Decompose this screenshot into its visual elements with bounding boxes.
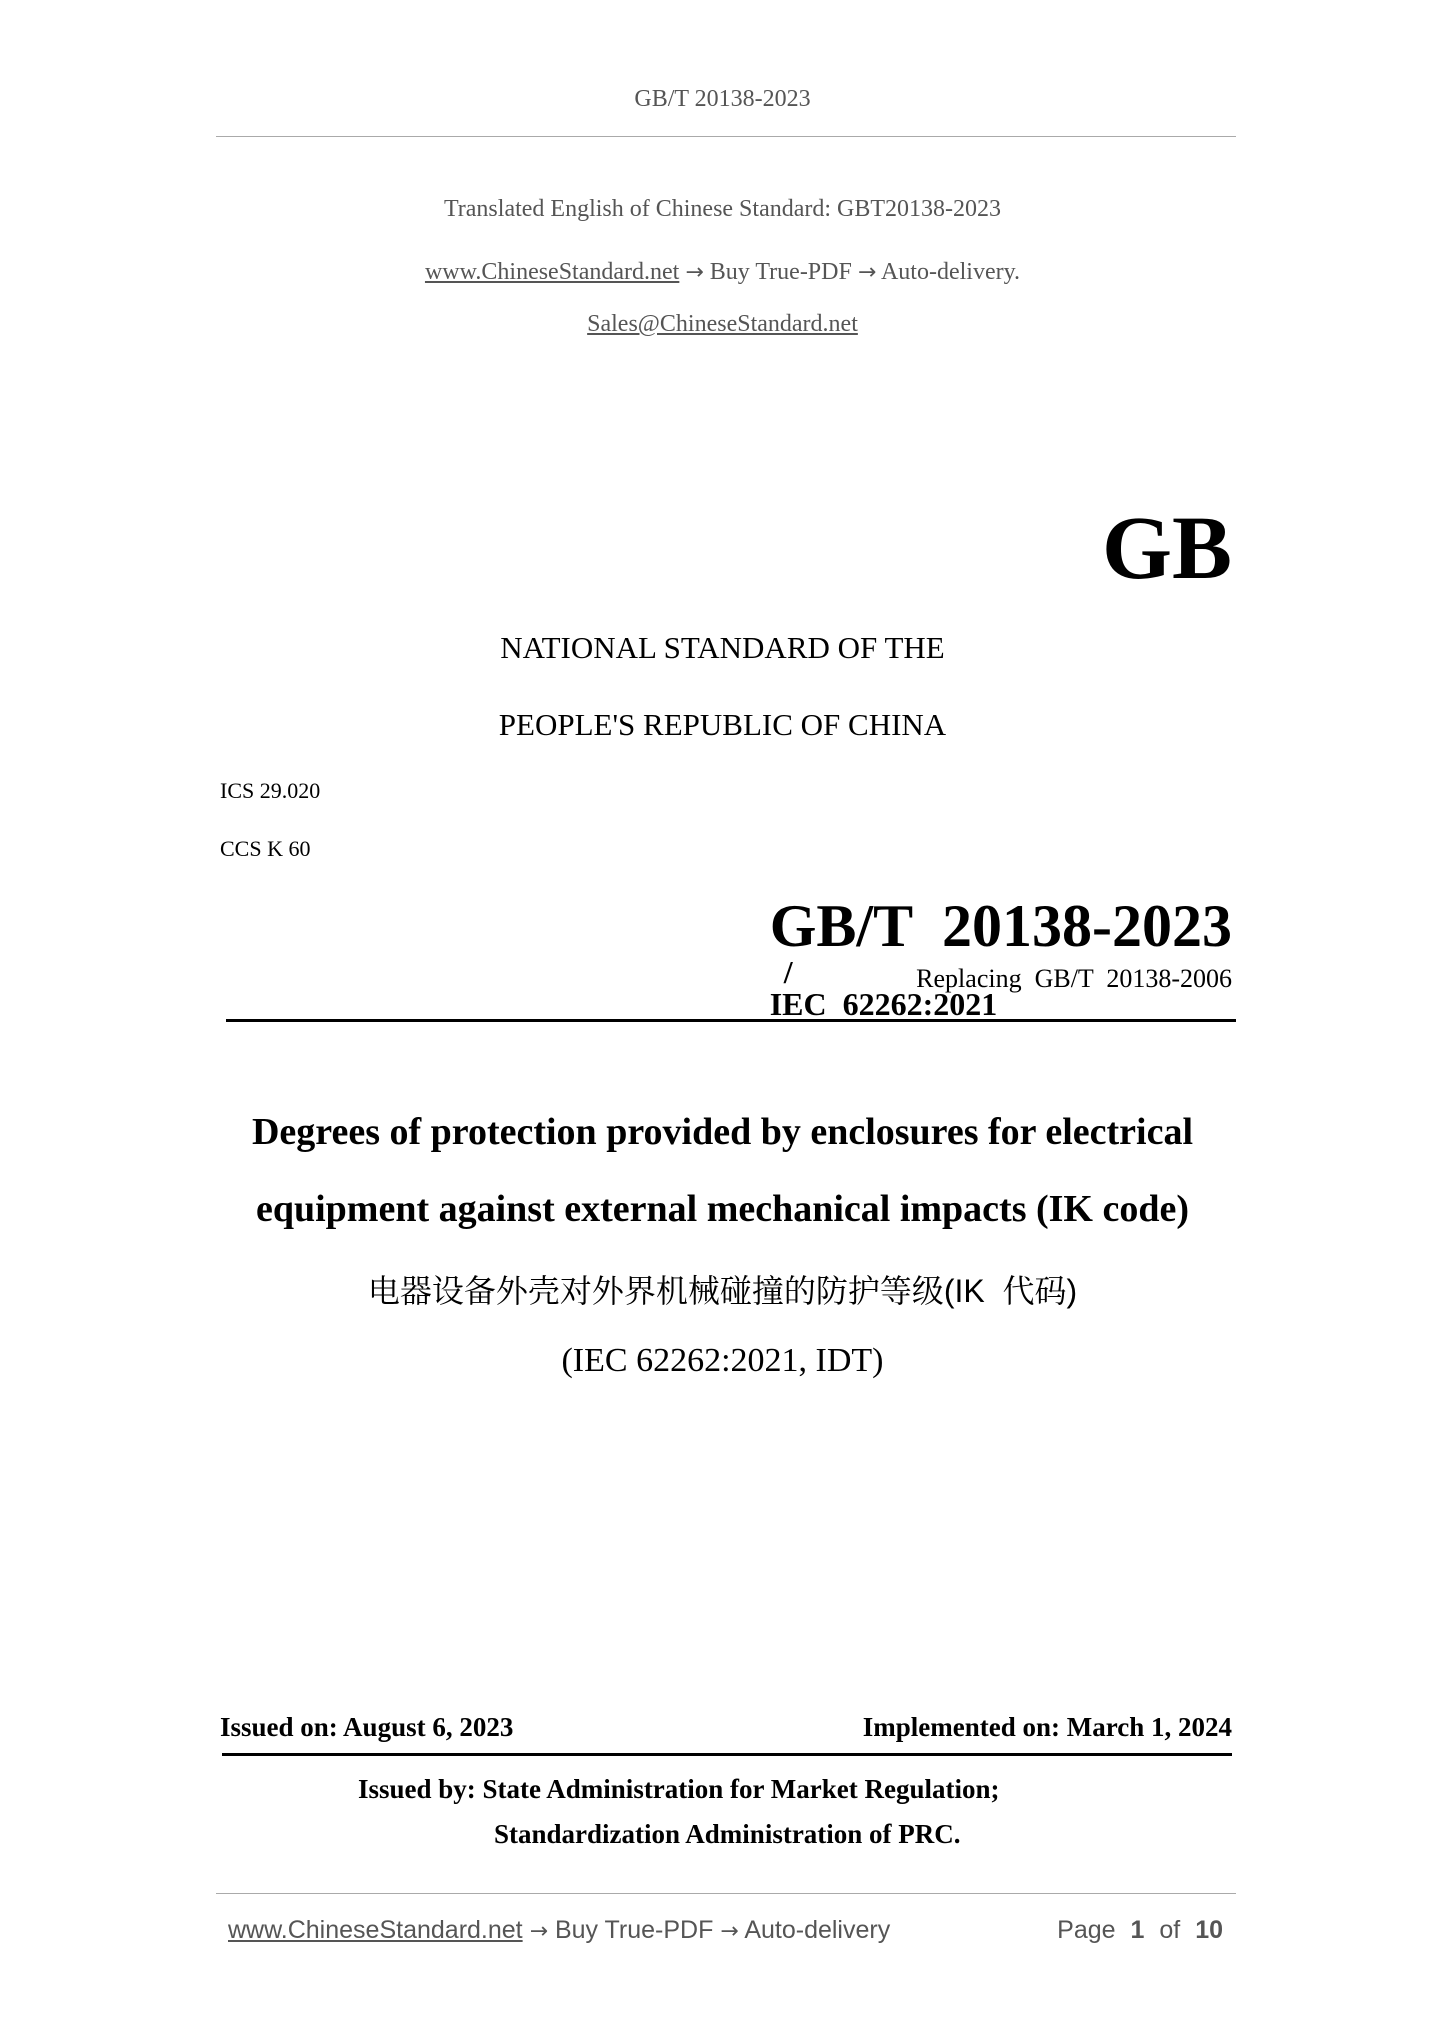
issued-by-line1: Issued by: State Administration for Market Regulation; [358,1774,1000,1804]
gb-mark: GB [1101,499,1232,598]
page-label: Page [1057,1916,1116,1944]
title-zh: 电器设备外壳对外界机械碰撞的防护等级(IK 代码) [367,1273,1078,1309]
arrow-right-icon: → [529,1919,549,1944]
standard-separator: / [783,954,793,990]
arrow-right-icon: → [720,1919,739,1944]
title-en-line2: equipment against external mechanical impacts (IK code) [255,1188,1190,1230]
sales-line [0,311,1445,338]
national-standard-line2: PEOPLE'S REPUBLIC OF CHINA [498,707,947,742]
footer-delivery-text: Auto-delivery [744,1916,891,1944]
header-rule [216,136,1236,137]
site-link[interactable]: www.ChineseStandard.net [424,259,680,285]
standard-number-line [762,880,1232,1020]
translated-notice: Translated English of Chinese Standard: GBT20138-2023 [443,196,1002,222]
buy-true-pdf-text: Buy True-PDF [709,259,852,285]
iec-number: IEC 62262:2021 [769,986,998,1022]
ics-code: ICS 29.020 [220,778,321,803]
cover-rule-bottom [222,1753,1232,1756]
auto-delivery-text: Auto-delivery. [880,259,1021,285]
adoption-line: (IEC 62262:2021, IDT) [561,1342,884,1379]
footer-buy-text: Buy True-PDF [554,1916,714,1944]
issued-by-line2: Standardization Administration of PRC. [494,1819,961,1849]
sales-email-link[interactable]: Sales@ChineseStandard.net [587,311,858,337]
cover-rule-top [226,1019,1236,1022]
page-indicator [1057,1916,1223,1945]
implemented-on: Implemented on: March 1, 2024 [862,1712,1232,1742]
standard-number: GB/T 20138-2023 [769,893,1232,959]
page-current: 1 [1130,1916,1145,1944]
title-en-line1: Degrees of protection provided by enclosures for electrical [251,1111,1194,1153]
arrow-right-icon: → [857,260,877,285]
page-total: 10 [1195,1916,1223,1944]
arrow-right-icon: → [685,260,704,285]
footer-site-link[interactable]: www.ChineseStandard.net [228,1916,523,1944]
replacing-line: Replacing GB/T 20138-2006 [916,964,1232,993]
footer-purchase-line [228,1916,890,1945]
running-header: GB/T 20138-2023 [634,86,811,112]
national-standard-line1: NATIONAL STANDARD OF THE [500,630,945,665]
issued-on: Issued on: August 6, 2023 [220,1712,514,1742]
page-of: of [1159,1916,1181,1944]
purchase-line [0,259,1445,286]
ccs-code: CCS K 60 [220,836,311,861]
footer-rule [216,1893,1236,1894]
